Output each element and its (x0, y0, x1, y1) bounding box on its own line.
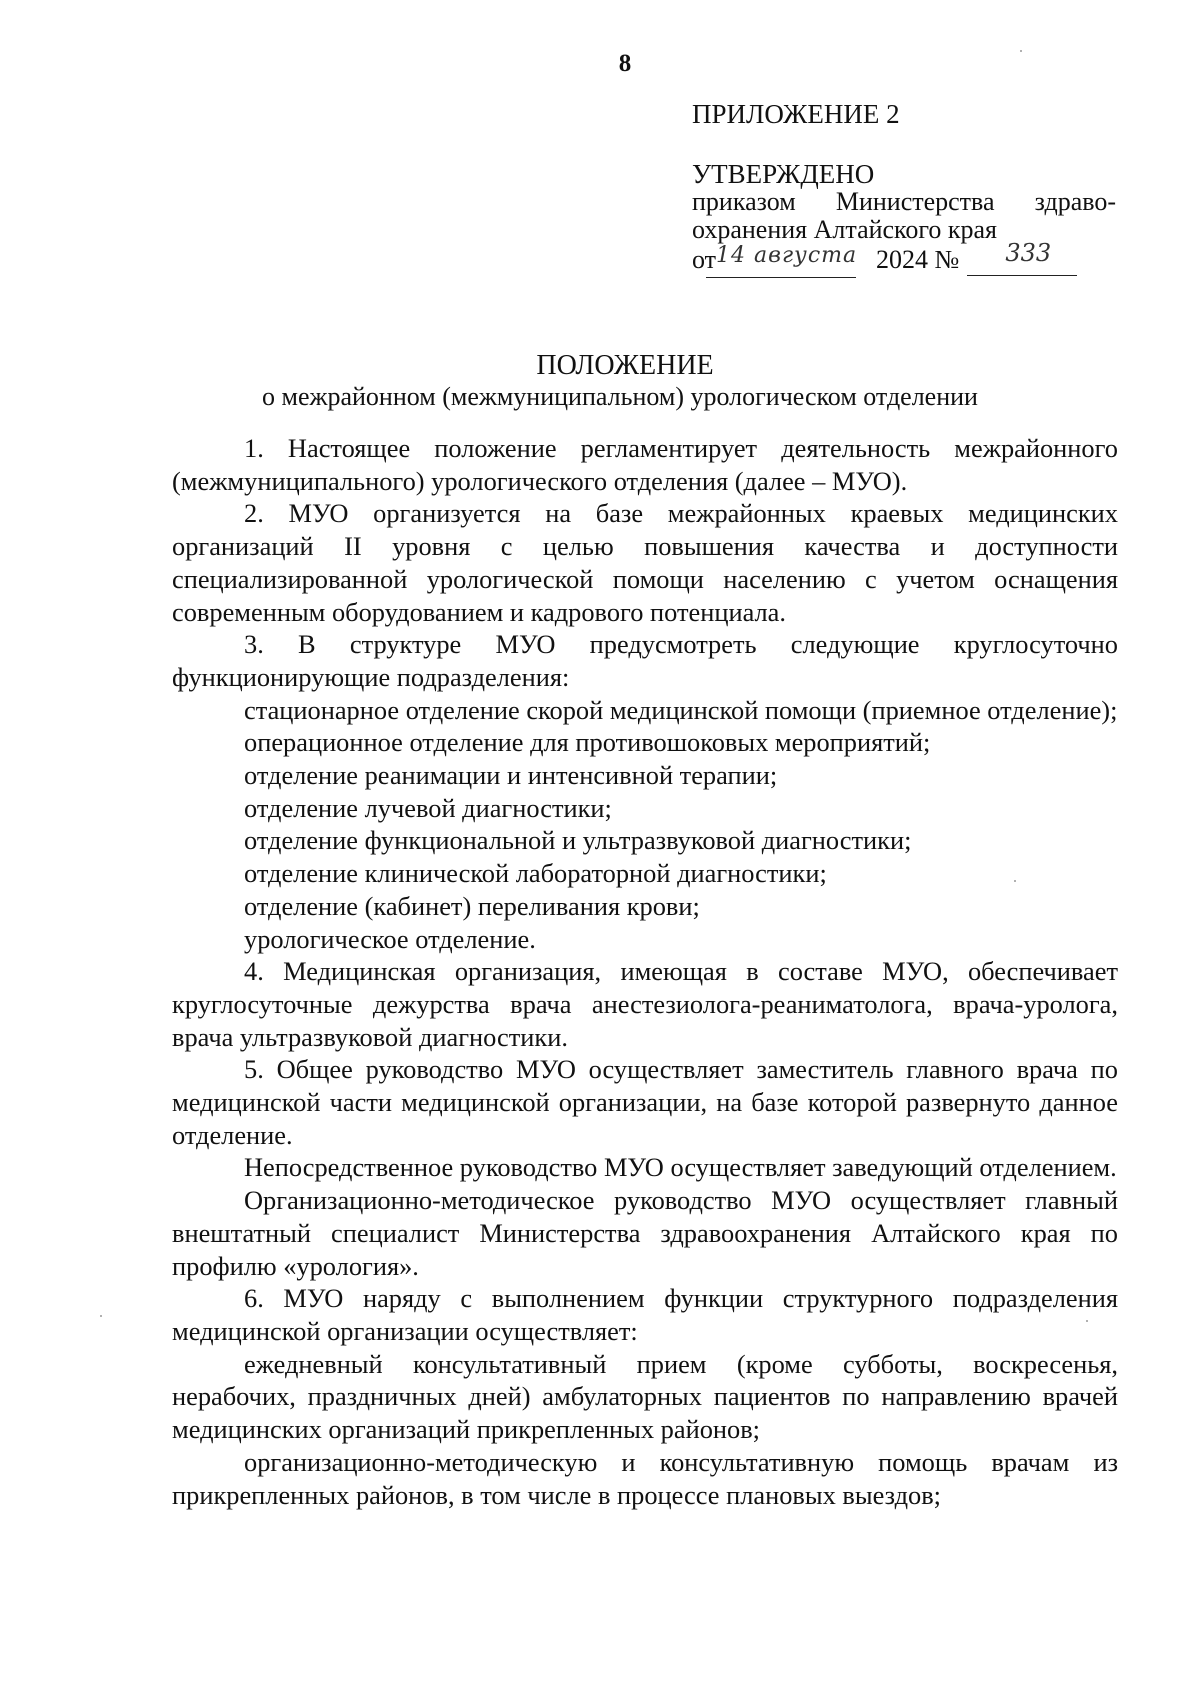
list-item: стационарное отделение скорой медицинской помощи (приемное отделение); (244, 694, 1118, 725)
scan-speck (100, 1315, 102, 1317)
list-item: отделение реанимации и интенсивной терапии; (244, 760, 778, 791)
paragraph-4: 4. Медицинская организация, имеющая в составе МУО, обеспечивает круглосуточные дежурства врача анестезиолога-реаниматолога, врача-уролога, врача ультразвуковой диагностики. (172, 956, 1118, 1052)
approved-heading: УТВЕРЖДЕНО (692, 159, 875, 189)
handwritten-date (716, 243, 876, 276)
paragraph-6: 6. МУО наряду с выполнением функции структурного подразделения медицинской организации осуществляет: (172, 1283, 1118, 1346)
list-item: урологическое отделение. (244, 923, 536, 954)
paragraph-3: 3. В структуре МУО предусмотреть следующие круглосуточно функционирующие подразделения: (172, 629, 1118, 692)
document-subtitle: о межрайонном (межмуниципальном) урологическом отделении (262, 382, 978, 411)
scan-speck (1014, 880, 1016, 882)
list-item: отделение функциональной и ультразвуковой диагностики; (244, 825, 912, 856)
handwritten-date-text: 14 августа (716, 243, 858, 268)
paragraph-1: 1. Настоящее положение регламентирует деятельность межрайонного (межмуниципального) урологического отделения (далее – МУО). (172, 433, 1118, 496)
handwritten-order-number: 333 (1005, 239, 1052, 267)
document-title: ПОЛОЖЕНИЕ (536, 350, 714, 381)
scan-speck (1086, 1320, 1088, 1322)
date-year: 2024 № (876, 245, 960, 274)
order-line-1: приказом Министерства здраво- (692, 187, 1116, 216)
list-item: организационно-методическую и консультативную помощь врачам из прикрепленных районов, в том числе в процессе плановых выездов; (172, 1446, 1118, 1510)
scan-speck (1020, 50, 1022, 52)
approval-block (692, 100, 1116, 280)
appendix-heading: ПРИЛОЖЕНИЕ 2 (692, 99, 900, 129)
list-item: отделение лучевой диагностики; (244, 792, 612, 823)
order-line-2: охранения Алтайского края (692, 215, 998, 244)
list-item: операционное отделение для противошоковых мероприятий; (244, 727, 931, 758)
list-item: отделение (кабинет) переливания крови; (244, 890, 700, 921)
paragraph-5-direct-management: Непосредственное руководство МУО осуществляет заведующий отделением. (244, 1152, 1117, 1183)
paragraph-2: 2. МУО организуется на базе межрайонных краевых медицинских организаций II уровня с целью повышения качества и доступности специализированной урологической помощи населению с учетом оснащения современным оборудованием и кадрового потенциала. (172, 498, 1118, 627)
page-number: 8 (618, 50, 632, 77)
document-body (172, 432, 1118, 1511)
order-date-line (692, 239, 1116, 280)
paragraph-5: 5. Общее руководство МУО осуществляет заместитель главного врача по медицинской части медицинской организации, на базе которой развернуто данное отделение. (172, 1054, 1118, 1150)
order-number-field (967, 239, 1077, 276)
paragraph-5-methodical-management: Организационно-методическое руководство МУО осуществляет главный внештатный специалист Министерства здравоохранения Алтайского края по профилю «урология». (172, 1185, 1118, 1281)
list-item: ежедневный консультативный прием (кроме субботы, воскресенья, нерабочих, праздничных дней) амбулаторных пациентов по направлению врачей медицинских организаций прикрепленных районов; (172, 1348, 1118, 1445)
date-underline (706, 277, 856, 278)
date-prefix: от (692, 245, 717, 274)
list-item: отделение клинической лабораторной диагностики; (244, 858, 827, 889)
